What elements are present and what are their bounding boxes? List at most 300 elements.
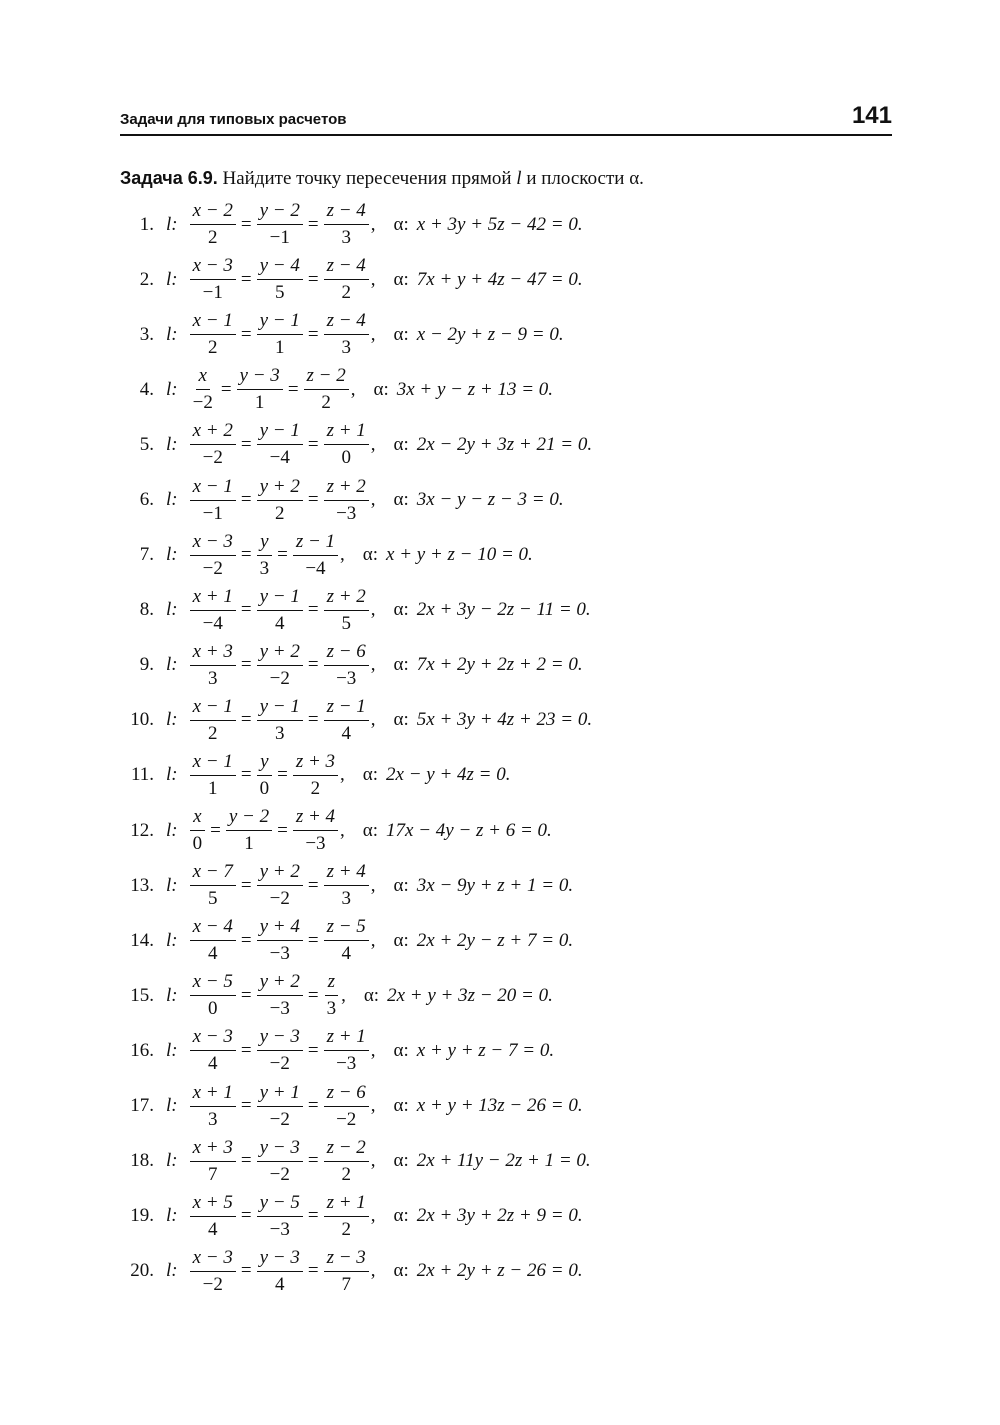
equals-sign: = <box>307 1039 319 1061</box>
fraction-numerator: z − 1 <box>324 696 369 721</box>
plane-label: α: <box>362 819 379 841</box>
plane-label: α: <box>363 984 380 1006</box>
fraction <box>257 1082 303 1131</box>
fraction <box>257 696 303 745</box>
fraction-denominator: −2 <box>269 1163 290 1185</box>
fraction-denominator: 5 <box>274 282 285 304</box>
fraction-denominator: −2 <box>202 557 223 579</box>
fraction-numerator: x − 1 <box>190 696 236 721</box>
fraction-numerator: y − 3 <box>237 365 283 390</box>
page-header <box>120 96 892 136</box>
fraction-numerator: y − 2 <box>226 806 272 831</box>
fraction-denominator: −1 <box>202 282 223 304</box>
fraction-numerator: y − 3 <box>257 1247 303 1272</box>
separator-comma: , <box>370 268 376 290</box>
problem-item <box>118 1189 678 1244</box>
problem-list <box>118 197 678 1299</box>
equals-sign: = <box>307 1260 319 1282</box>
line-label: l: <box>166 1039 178 1061</box>
fraction <box>257 255 303 304</box>
fraction <box>257 1247 303 1296</box>
fraction-numerator: x + 3 <box>190 1137 236 1162</box>
line-label: l: <box>166 599 178 621</box>
fraction <box>304 365 349 414</box>
fraction <box>324 586 369 635</box>
plane-label: α: <box>362 544 379 566</box>
equals-sign: = <box>220 378 232 400</box>
fraction <box>324 641 369 690</box>
fraction-denominator: 5 <box>207 888 218 910</box>
fraction-numerator: y + 4 <box>257 916 303 941</box>
plane-equation: x + 3y + 5z − 42 = 0. <box>416 213 583 235</box>
fraction <box>190 200 236 249</box>
fraction-numerator: x + 1 <box>190 586 236 611</box>
line-label: l: <box>166 213 178 235</box>
fraction-denominator: 3 <box>341 337 351 359</box>
fraction-denominator: 2 <box>310 777 321 799</box>
separator-comma: , <box>370 1150 376 1172</box>
fraction <box>324 200 369 249</box>
equals-sign: = <box>240 1150 252 1172</box>
fraction-numerator: z + 4 <box>324 861 369 886</box>
plane-equation: 2x + 2y + z − 26 = 0. <box>416 1260 583 1282</box>
plane-equation: 2x + 11y − 2z + 1 = 0. <box>416 1150 591 1172</box>
fraction-denominator: 2 <box>207 722 218 744</box>
fraction-numerator: y <box>257 531 271 556</box>
separator-comma: , <box>370 489 376 511</box>
fraction-denominator: 5 <box>341 612 351 634</box>
plane-equation: x − 2y + z − 9 = 0. <box>416 323 564 345</box>
equals-sign: = <box>240 433 252 455</box>
equals-sign: = <box>287 378 299 400</box>
separator-comma: , <box>340 819 345 841</box>
fraction-numerator: y − 3 <box>257 1137 303 1162</box>
fraction-denominator: −4 <box>305 557 326 579</box>
problem-number: 3. <box>139 323 154 345</box>
plane-label: α: <box>393 433 409 455</box>
separator-comma: , <box>370 1205 376 1227</box>
page-number: 141 <box>851 102 892 129</box>
fraction <box>257 420 303 469</box>
line-label: l: <box>166 819 178 841</box>
fraction-numerator: z − 2 <box>324 1137 369 1162</box>
fraction-denominator: 2 <box>341 1163 351 1185</box>
line-label: l: <box>166 929 178 951</box>
fraction <box>324 696 369 745</box>
fraction-numerator: z + 1 <box>324 1026 369 1051</box>
plane-equation: 2x + 3y + 2z + 9 = 0. <box>416 1205 583 1227</box>
problem-number: 12. <box>130 819 154 841</box>
fraction <box>324 1247 369 1296</box>
equals-sign: = <box>240 599 252 621</box>
fraction-numerator: y − 1 <box>257 310 303 335</box>
fraction <box>190 1137 236 1186</box>
plane-label: α: <box>373 378 389 400</box>
problem-item <box>118 913 678 968</box>
separator-comma: , <box>370 1260 376 1282</box>
fraction <box>257 641 303 690</box>
equals-sign: = <box>307 433 319 455</box>
fraction-denominator: 2 <box>207 227 218 249</box>
fraction-numerator: x − 4 <box>190 916 236 941</box>
plane-equation: 7x + 2y + 2z + 2 = 0. <box>416 654 583 676</box>
fraction-denominator: 2 <box>341 282 351 304</box>
separator-comma: , <box>370 709 376 731</box>
fraction-numerator: y <box>257 751 271 776</box>
task-heading <box>120 168 644 190</box>
fraction-numerator: z − 2 <box>304 365 349 390</box>
equals-sign: = <box>307 1205 319 1227</box>
fraction-denominator: 1 <box>207 777 218 799</box>
equals-sign: = <box>240 1260 252 1282</box>
problem-number: 20. <box>130 1260 154 1282</box>
separator-comma: , <box>350 378 356 400</box>
fraction-denominator: 0 <box>341 447 351 469</box>
fraction-numerator: x + 5 <box>190 1192 236 1217</box>
equals-sign: = <box>240 929 252 951</box>
plane-equation: x + y + z − 10 = 0. <box>386 544 533 566</box>
fraction <box>190 1082 236 1131</box>
fraction-denominator: −3 <box>336 667 357 689</box>
fraction <box>190 916 236 965</box>
problem-item <box>118 472 678 527</box>
plane-label: α: <box>393 268 409 290</box>
fraction-numerator: z + 3 <box>293 751 338 776</box>
fraction-denominator: 1 <box>274 337 285 359</box>
fraction-numerator: z + 1 <box>324 420 369 445</box>
plane-label: α: <box>393 1205 409 1227</box>
separator-comma: , <box>370 213 376 235</box>
problem-number: 4. <box>139 378 154 400</box>
problem-number: 18. <box>130 1150 154 1172</box>
fraction-numerator: x − 3 <box>190 1026 236 1051</box>
line-label: l: <box>166 1205 178 1227</box>
fraction <box>324 861 369 910</box>
line-label: l: <box>166 764 178 786</box>
fraction-numerator: y + 1 <box>257 1082 303 1107</box>
fraction-numerator: z + 1 <box>324 1192 369 1217</box>
fraction <box>190 476 236 525</box>
problem-item <box>118 252 678 307</box>
fraction-denominator: 1 <box>254 392 265 414</box>
problem-item <box>118 197 678 252</box>
fraction-numerator: y − 1 <box>257 696 303 721</box>
line-symbol: l <box>516 168 522 189</box>
fraction-denominator: −4 <box>269 447 290 469</box>
plane-equation: 2x + 3y − 2z − 11 = 0. <box>416 599 591 621</box>
equals-sign: = <box>307 489 319 511</box>
equals-sign: = <box>307 984 319 1006</box>
fraction-numerator: x <box>190 806 204 831</box>
fraction <box>237 365 283 414</box>
fraction-numerator: x + 3 <box>190 641 236 666</box>
separator-comma: , <box>370 1039 376 1061</box>
fraction <box>324 971 340 1020</box>
equals-sign: = <box>240 709 252 731</box>
line-label: l: <box>166 654 178 676</box>
fraction-denominator: 4 <box>341 943 351 965</box>
fraction-denominator: 3 <box>259 557 270 579</box>
equals-sign: = <box>240 874 252 896</box>
fraction-numerator: z − 4 <box>324 255 369 280</box>
equals-sign: = <box>307 599 319 621</box>
problem-number: 11. <box>130 764 154 786</box>
fraction-denominator: 3 <box>341 227 351 249</box>
plane-label: α: <box>393 323 409 345</box>
fraction-denominator: 0 <box>192 833 203 855</box>
fraction-denominator: 3 <box>341 888 351 910</box>
fraction-denominator: 2 <box>321 392 331 414</box>
equals-sign: = <box>240 213 252 235</box>
problem-item <box>118 1134 678 1189</box>
fraction-numerator: y − 1 <box>257 586 303 611</box>
line-label: l: <box>166 1260 178 1282</box>
problem-item <box>118 417 678 472</box>
fraction <box>190 365 216 414</box>
line-label: l: <box>166 1095 178 1117</box>
fraction-numerator: x − 1 <box>190 751 236 776</box>
plane-label: α: <box>362 764 379 786</box>
fraction-numerator: y − 2 <box>257 200 303 225</box>
plane-label: α: <box>393 1150 409 1172</box>
fraction-numerator: z − 1 <box>293 531 338 556</box>
fraction <box>257 531 273 580</box>
fraction-denominator: −3 <box>336 1053 357 1075</box>
line-label: l: <box>166 1150 178 1172</box>
plane-equation: 3x − y − z − 3 = 0. <box>416 489 564 511</box>
plane-label: α: <box>393 1095 409 1117</box>
fraction-numerator: x − 7 <box>190 861 236 886</box>
plane-label: α: <box>393 654 409 676</box>
fraction-denominator: −3 <box>269 1218 290 1240</box>
separator-comma: , <box>341 984 346 1006</box>
line-label: l: <box>166 433 178 455</box>
separator-comma: , <box>370 1095 376 1117</box>
problem-item <box>118 362 678 417</box>
fraction-denominator: −2 <box>336 1108 357 1130</box>
plane-label: α: <box>393 1260 409 1282</box>
task-label: Задача 6.9. <box>120 168 218 188</box>
plane-equation: 2x − y + 4z = 0. <box>386 764 511 786</box>
line-label: l: <box>166 489 178 511</box>
plane-equation: 2x + y + 3z − 20 = 0. <box>387 984 553 1006</box>
fraction-denominator: −3 <box>336 502 357 524</box>
fraction-numerator: z − 4 <box>324 310 369 335</box>
plane-label: α: <box>393 213 409 235</box>
fraction-denominator: −2 <box>269 1108 290 1130</box>
fraction <box>190 1026 236 1075</box>
fraction <box>190 1192 236 1241</box>
fraction-denominator: 3 <box>207 667 218 689</box>
equals-sign: = <box>240 764 252 786</box>
fraction <box>293 751 338 800</box>
equals-sign: = <box>240 489 252 511</box>
plane-equation: 7x + y + 4z − 47 = 0. <box>416 268 583 290</box>
separator-comma: , <box>370 323 376 345</box>
fraction-denominator: −2 <box>202 1273 223 1295</box>
fraction-numerator: y − 1 <box>257 420 303 445</box>
fraction-numerator: y − 3 <box>257 1026 303 1051</box>
equals-sign: = <box>307 268 319 290</box>
line-label: l: <box>166 709 178 731</box>
equals-sign: = <box>240 268 252 290</box>
fraction-denominator: 2 <box>207 337 218 359</box>
fraction <box>293 806 338 855</box>
line-label: l: <box>166 984 178 1006</box>
fraction <box>324 420 369 469</box>
plane-equation: 3x + y − z + 13 = 0. <box>396 378 554 400</box>
fraction-numerator: y − 4 <box>257 255 303 280</box>
fraction-denominator: −1 <box>269 227 290 249</box>
fraction <box>324 1192 369 1241</box>
fraction-numerator: x + 1 <box>190 1082 236 1107</box>
fraction-numerator: x <box>196 365 210 390</box>
problem-number: 16. <box>130 1039 154 1061</box>
fraction-denominator: 4 <box>207 1218 218 1240</box>
fraction-numerator: x − 5 <box>190 971 236 996</box>
plane-equation: x + y + z − 7 = 0. <box>416 1039 555 1061</box>
equals-sign: = <box>277 544 288 566</box>
equals-sign: = <box>240 323 252 345</box>
problem-item <box>118 1244 678 1299</box>
problem-number: 17. <box>130 1095 154 1117</box>
fraction-denominator: 7 <box>341 1273 351 1295</box>
plane-equation: 3x − 9y + z + 1 = 0. <box>416 874 574 896</box>
fraction-denominator: 4 <box>274 1273 285 1295</box>
equals-sign: = <box>240 1095 252 1117</box>
equals-sign: = <box>240 1039 252 1061</box>
problem-item <box>118 748 678 803</box>
fraction-numerator: y − 5 <box>257 1192 303 1217</box>
problem-number: 1. <box>139 213 154 235</box>
problem-number: 9. <box>139 654 154 676</box>
plane-equation: 17x − 4y − z + 6 = 0. <box>386 819 552 841</box>
fraction-denominator: −2 <box>202 447 223 469</box>
fraction-numerator: x + 2 <box>190 420 236 445</box>
fraction-numerator: x − 1 <box>190 476 236 501</box>
fraction-numerator: y + 2 <box>257 641 303 666</box>
separator-comma: , <box>340 764 345 786</box>
fraction-denominator: 4 <box>207 943 218 965</box>
fraction <box>190 861 236 910</box>
fraction <box>257 200 303 249</box>
plane-label: α: <box>393 929 409 951</box>
equals-sign: = <box>307 1150 319 1172</box>
equals-sign: = <box>307 709 319 731</box>
problem-item <box>118 1079 678 1134</box>
equals-sign: = <box>307 654 319 676</box>
fraction <box>257 971 303 1020</box>
fraction-numerator: z <box>325 971 338 996</box>
separator-comma: , <box>370 929 376 951</box>
fraction <box>324 255 369 304</box>
fraction-denominator: 0 <box>259 777 270 799</box>
fraction-denominator: −2 <box>269 888 290 910</box>
fraction <box>190 531 236 580</box>
plane-equation: 5x + 3y + 4z + 23 = 0. <box>416 709 593 731</box>
fraction <box>257 1192 303 1241</box>
fraction <box>190 641 236 690</box>
fraction <box>257 1137 303 1186</box>
fraction <box>190 971 236 1020</box>
fraction-numerator: z + 2 <box>324 476 369 501</box>
fraction <box>257 861 303 910</box>
plane-label: α: <box>393 1039 409 1061</box>
fraction <box>257 310 303 359</box>
problem-item <box>118 1023 678 1078</box>
fraction-numerator: x − 2 <box>190 200 236 225</box>
line-label: l: <box>166 268 178 290</box>
separator-comma: , <box>370 874 376 896</box>
fraction <box>190 696 236 745</box>
fraction-denominator: −2 <box>192 392 213 414</box>
running-title: Задачи для типовых расчетов <box>120 111 347 128</box>
fraction <box>324 1026 369 1075</box>
equals-sign: = <box>277 764 288 786</box>
fraction-denominator: 3 <box>274 722 285 744</box>
fraction <box>190 586 236 635</box>
equals-sign: = <box>307 213 319 235</box>
fraction-numerator: z − 3 <box>324 1247 369 1272</box>
plane-equation: 2x + 2y − z + 7 = 0. <box>416 929 574 951</box>
fraction <box>324 1082 369 1131</box>
fraction-denominator: −4 <box>202 612 223 634</box>
problem-item <box>118 968 678 1023</box>
plane-label: α: <box>393 599 409 621</box>
fraction-denominator: −2 <box>269 1053 290 1075</box>
fraction-numerator: x − 3 <box>190 1247 236 1272</box>
task-text-before: Найдите точку пересечения прямой <box>222 168 517 189</box>
equals-sign: = <box>307 323 319 345</box>
line-label: l: <box>166 874 178 896</box>
problem-number: 2. <box>139 268 154 290</box>
equals-sign: = <box>277 819 288 841</box>
fraction-numerator: y + 2 <box>257 861 303 886</box>
fraction-denominator: 7 <box>207 1163 218 1185</box>
plane-label: α: <box>393 489 409 511</box>
problem-number: 7. <box>139 544 154 566</box>
fraction <box>190 420 236 469</box>
problem-item <box>118 307 678 362</box>
fraction-denominator: 3 <box>326 998 337 1020</box>
plane-equation: 2x − 2y + 3z + 21 = 0. <box>416 433 593 455</box>
equals-sign: = <box>240 1205 252 1227</box>
problem-number: 14. <box>130 929 154 951</box>
fraction <box>190 806 206 855</box>
plane-equation: x + y + 13z − 26 = 0. <box>416 1095 583 1117</box>
fraction <box>226 806 272 855</box>
equals-sign: = <box>307 929 319 951</box>
fraction <box>324 916 369 965</box>
separator-comma: , <box>340 544 345 566</box>
separator-comma: , <box>370 654 376 676</box>
problem-number: 10. <box>130 709 154 731</box>
fraction <box>324 476 369 525</box>
equals-sign: = <box>240 544 252 566</box>
fraction-numerator: z − 6 <box>324 641 369 666</box>
equals-sign: = <box>210 819 221 841</box>
fraction-denominator: 2 <box>341 1218 351 1240</box>
problem-item <box>118 858 678 913</box>
fraction <box>324 310 369 359</box>
fraction-numerator: x − 3 <box>190 255 236 280</box>
fraction-denominator: −3 <box>269 943 290 965</box>
problem-number: 19. <box>130 1205 154 1227</box>
problem-item <box>118 638 678 693</box>
problem-number: 15. <box>130 984 154 1006</box>
problem-item <box>118 693 678 748</box>
fraction <box>257 1026 303 1075</box>
